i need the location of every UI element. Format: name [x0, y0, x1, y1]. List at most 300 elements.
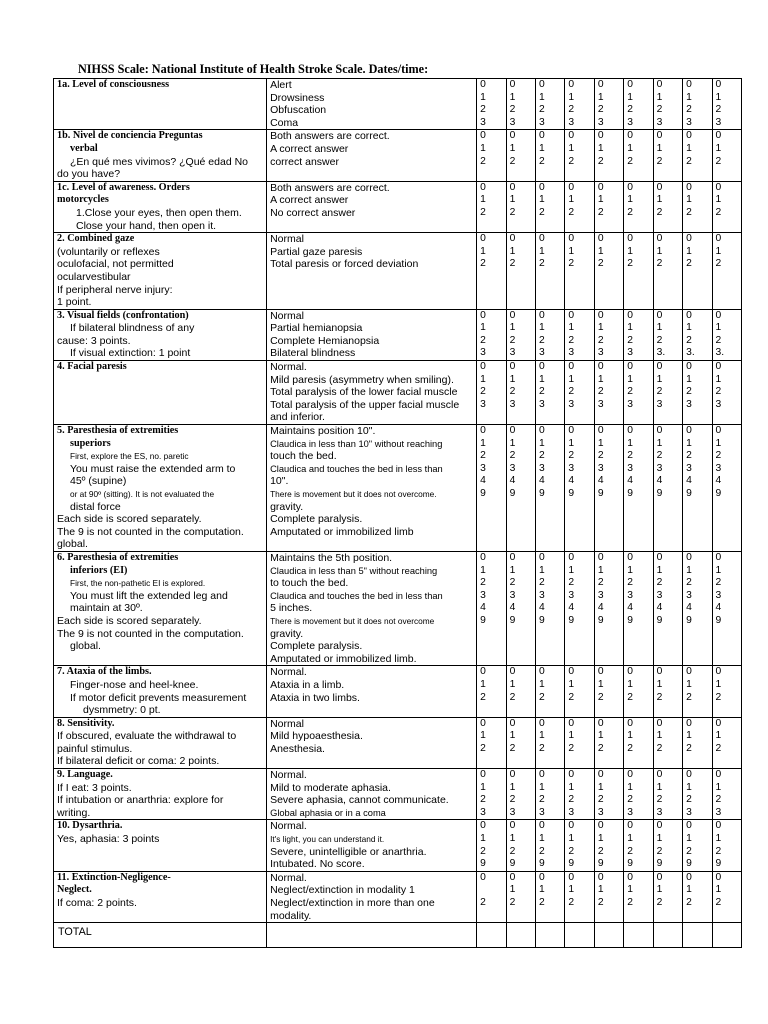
score-value: 3: [480, 116, 486, 128]
score-value: 2: [715, 794, 722, 806]
score-cell[interactable]: [477, 309, 506, 360]
score-value: 3: [686, 398, 692, 410]
scale-row: [54, 717, 742, 768]
score-cell[interactable]: [594, 309, 623, 360]
score-cell[interactable]: [624, 181, 653, 232]
score-value: 4: [715, 602, 722, 614]
score-value: 1: [686, 884, 692, 896]
score-value: 0: [597, 309, 604, 321]
score-cell[interactable]: [653, 820, 682, 871]
score-value: 3: [480, 589, 486, 601]
score-value: 2: [686, 258, 692, 270]
score-value: 1: [480, 678, 486, 690]
score-value: 2: [627, 845, 633, 857]
score-value: 1: [715, 373, 722, 385]
item-description: [54, 551, 267, 665]
score-value: 4: [480, 475, 486, 487]
score-cell[interactable]: [535, 181, 564, 232]
score-cell[interactable]: [506, 130, 535, 181]
response-option: Coma: [270, 116, 299, 129]
score-value: 0: [686, 871, 692, 883]
score-cell[interactable]: [683, 717, 712, 768]
score-cell[interactable]: [594, 233, 623, 310]
score-cell[interactable]: [565, 130, 594, 181]
score-cell[interactable]: [506, 309, 535, 360]
item-note: cause: 3 points.: [57, 334, 131, 347]
score-cell[interactable]: [477, 130, 506, 181]
score-value: 1: [656, 833, 663, 845]
item-note: Each side is scored separately.: [57, 614, 202, 627]
score-cell[interactable]: [712, 769, 741, 820]
score-cell[interactable]: [506, 233, 535, 310]
total-row: [54, 923, 742, 948]
score-value: 2: [686, 577, 692, 589]
score-cell[interactable]: [653, 233, 682, 310]
score-cell[interactable]: [653, 309, 682, 360]
score-value: 1: [509, 884, 516, 896]
score-cell[interactable]: [712, 820, 741, 871]
score-cell[interactable]: [565, 233, 594, 310]
response-option: Both answers are correct.: [270, 181, 390, 194]
score-value: 1: [509, 91, 516, 103]
score-value: 1: [509, 833, 516, 845]
score-value: 3: [509, 589, 516, 601]
score-value: 1: [715, 678, 722, 690]
score-value: 0: [627, 130, 633, 142]
score-value: 1: [656, 373, 663, 385]
score-cell[interactable]: [535, 871, 564, 922]
response-option: Alert: [270, 79, 292, 91]
score-cell[interactable]: [683, 769, 712, 820]
total-score-cell[interactable]: [565, 923, 594, 948]
score-value: 2: [509, 450, 516, 462]
score-cell[interactable]: [535, 551, 564, 665]
response-options: [267, 233, 477, 310]
score-cell[interactable]: [594, 425, 623, 552]
score-cell[interactable]: [653, 130, 682, 181]
score-value: 9: [480, 488, 486, 499]
score-value: 0: [627, 551, 633, 563]
score-cell[interactable]: [653, 717, 682, 768]
score-value: 2: [627, 386, 633, 398]
score-cell[interactable]: [535, 130, 564, 181]
total-score-cell[interactable]: [683, 923, 712, 948]
score-value: 3: [686, 806, 692, 818]
score-cell[interactable]: [506, 769, 535, 820]
score-value: 9: [686, 858, 692, 870]
score-value: 2: [480, 577, 486, 589]
score-cell[interactable]: [535, 79, 564, 130]
score-cell[interactable]: [565, 871, 594, 922]
score-value: 2: [597, 104, 604, 116]
score-value: 4: [538, 475, 545, 487]
score-cell[interactable]: [477, 666, 506, 717]
score-cell[interactable]: [712, 425, 741, 552]
response-option: A correct answer: [270, 142, 349, 155]
item-note: Close your hand, then open it.: [76, 219, 217, 232]
score-value: 1: [656, 194, 663, 206]
score-value: 0: [686, 79, 692, 90]
score-value: 2: [538, 794, 545, 806]
score-cell[interactable]: [712, 79, 741, 130]
total-score-cell[interactable]: [535, 923, 564, 948]
score-value: 0: [627, 820, 633, 832]
score-value: 3: [568, 589, 575, 601]
score-value: 1: [538, 245, 545, 257]
score-value: 2: [480, 450, 486, 462]
score-value: 4: [686, 602, 692, 614]
item-note: Finger-nose and heel-knee.: [70, 678, 199, 691]
score-cell[interactable]: [683, 666, 712, 717]
score-cell[interactable]: [535, 361, 564, 425]
item-note: First, explore the ES, no. paretic: [70, 451, 189, 462]
score-value: 2: [480, 794, 486, 806]
score-cell[interactable]: [683, 820, 712, 871]
score-cell[interactable]: [594, 820, 623, 871]
score-cell[interactable]: [594, 871, 623, 922]
score-cell[interactable]: [594, 79, 623, 130]
score-cell[interactable]: [712, 871, 741, 922]
score-cell[interactable]: [594, 361, 623, 425]
score-cell[interactable]: [535, 666, 564, 717]
item-title: 2. Combined gaze: [57, 233, 135, 245]
score-value: 0: [509, 717, 516, 729]
score-cell[interactable]: [712, 233, 741, 310]
score-value: 0: [686, 130, 692, 142]
response-option: gravity.: [270, 500, 304, 513]
score-cell[interactable]: [477, 181, 506, 232]
score-value: 3: [627, 398, 633, 410]
score-value: 1: [509, 437, 516, 449]
score-value: 0: [715, 717, 722, 729]
score-value: 4: [568, 602, 575, 614]
score-value: 1: [715, 142, 722, 154]
score-cell[interactable]: [565, 79, 594, 130]
total-score-cell[interactable]: [712, 923, 741, 948]
score-value: 0: [656, 717, 663, 729]
score-cell[interactable]: [624, 666, 653, 717]
total-score-cell[interactable]: [653, 923, 682, 948]
score-value: 2: [597, 742, 604, 754]
score-value: 0: [538, 820, 545, 832]
score-cell[interactable]: [535, 820, 564, 871]
score-cell[interactable]: [683, 233, 712, 310]
total-blank-cell[interactable]: [267, 923, 477, 948]
response-option: Bilateral blindness: [270, 347, 356, 360]
score-cell[interactable]: [535, 717, 564, 768]
score-value: 1: [627, 833, 633, 845]
score-cell[interactable]: [477, 820, 506, 871]
score-cell[interactable]: [653, 551, 682, 665]
response-options: [267, 820, 477, 871]
score-cell[interactable]: [624, 551, 653, 665]
score-value: 3: [715, 589, 722, 601]
score-value: 1: [656, 142, 663, 154]
score-value: 1: [597, 884, 604, 896]
score-value: 9: [627, 488, 633, 499]
item-description: [54, 361, 267, 425]
score-cell[interactable]: [477, 79, 506, 130]
score-value: 0: [538, 666, 545, 678]
score-cell[interactable]: [565, 181, 594, 232]
item-note: You must raise the extended arm to: [70, 462, 236, 475]
score-value: 2: [686, 104, 692, 116]
score-value: 0: [480, 551, 486, 563]
score-value: 1: [538, 833, 545, 845]
score-value: 3: [656, 116, 663, 128]
score-value: 2: [568, 258, 575, 270]
score-value: 0: [480, 769, 486, 781]
total-score-cell[interactable]: [477, 923, 506, 948]
response-option: Normal: [270, 309, 304, 322]
score-value: 9: [715, 614, 722, 626]
score-cell[interactable]: [712, 361, 741, 425]
score-cell[interactable]: [653, 361, 682, 425]
score-value: 1: [627, 91, 633, 103]
response-option: Mild to moderate aphasia.: [270, 781, 391, 794]
score-value: 9: [480, 858, 486, 870]
score-value: 0: [568, 666, 575, 678]
score-cell[interactable]: [683, 871, 712, 922]
response-options: [267, 551, 477, 665]
score-cell[interactable]: [477, 717, 506, 768]
item-note: The 9 is not counted in the computation.: [57, 525, 244, 538]
score-value: 1: [656, 781, 663, 793]
score-value: 3.: [686, 347, 695, 359]
score-cell[interactable]: [565, 425, 594, 552]
score-cell[interactable]: [653, 425, 682, 552]
item-note: 1 point.: [57, 296, 92, 309]
score-cell[interactable]: [624, 717, 653, 768]
score-cell[interactable]: [683, 551, 712, 665]
score-value: 1: [715, 91, 722, 103]
total-score-cell[interactable]: [594, 923, 623, 948]
score-value: 0: [480, 181, 486, 193]
response-option: Normal.: [270, 871, 307, 884]
score-value: 0: [538, 181, 545, 193]
score-value: 2: [538, 691, 545, 703]
score-value: 1: [480, 142, 486, 154]
score-cell[interactable]: [653, 181, 682, 232]
score-value: 2: [656, 577, 663, 589]
score-cell[interactable]: [594, 551, 623, 665]
score-value: 2: [597, 577, 604, 589]
score-value: 1: [597, 437, 604, 449]
score-value: 1: [686, 245, 692, 257]
score-cell[interactable]: [535, 233, 564, 310]
score-value: 2: [568, 897, 575, 908]
score-value: 2: [597, 691, 604, 703]
score-cell[interactable]: [624, 425, 653, 552]
total-score-cell[interactable]: [506, 923, 535, 948]
score-value: 2: [568, 386, 575, 398]
score-cell[interactable]: [506, 717, 535, 768]
score-value: 4: [480, 602, 486, 614]
score-cell[interactable]: [683, 361, 712, 425]
score-cell[interactable]: [506, 666, 535, 717]
response-option: Total paralysis of the upper facial muscle: [270, 398, 460, 411]
score-value: 4: [597, 475, 604, 487]
item-note: do you have?: [57, 168, 121, 181]
score-value: 1: [509, 373, 516, 385]
score-value: 1: [509, 730, 516, 742]
score-cell[interactable]: [683, 181, 712, 232]
score-value: 0: [715, 551, 722, 563]
score-cell[interactable]: [594, 769, 623, 820]
score-value: 2: [656, 258, 663, 270]
score-cell[interactable]: [565, 666, 594, 717]
score-cell[interactable]: [624, 820, 653, 871]
score-value: 1: [715, 833, 722, 845]
score-cell[interactable]: [535, 425, 564, 552]
score-value: 2: [715, 104, 722, 116]
score-cell[interactable]: [594, 181, 623, 232]
score-cell[interactable]: [477, 233, 506, 310]
response-option: 10".: [270, 475, 289, 488]
score-cell[interactable]: [653, 666, 682, 717]
score-value: 9: [627, 614, 633, 626]
score-cell[interactable]: [506, 871, 535, 922]
score-cell[interactable]: [477, 361, 506, 425]
score-cell[interactable]: [683, 425, 712, 552]
score-value: 9: [686, 488, 692, 499]
score-value: 1: [538, 884, 545, 896]
score-cell[interactable]: [624, 309, 653, 360]
score-cell[interactable]: [506, 425, 535, 552]
score-value: 2: [656, 897, 663, 908]
score-value: 1: [686, 142, 692, 154]
score-cell[interactable]: [477, 551, 506, 665]
score-cell[interactable]: [594, 130, 623, 181]
score-cell[interactable]: [506, 181, 535, 232]
score-value: 3: [538, 398, 545, 410]
score-value: 0: [656, 871, 663, 883]
item-note: painful stimulus.: [57, 742, 133, 755]
scale-row: [54, 361, 742, 425]
total-score-cell[interactable]: [624, 923, 653, 948]
score-value: 2: [568, 794, 575, 806]
score-value: 2: [627, 794, 633, 806]
score-cell[interactable]: [594, 717, 623, 768]
score-value: 1: [686, 91, 692, 103]
score-cell[interactable]: [477, 769, 506, 820]
score-cell[interactable]: [624, 130, 653, 181]
score-cell[interactable]: [653, 871, 682, 922]
score-value: 0: [656, 130, 663, 142]
score-cell[interactable]: [653, 79, 682, 130]
score-value: 2: [686, 206, 692, 218]
score-value: 0: [686, 551, 692, 563]
score-cell[interactable]: [712, 551, 741, 665]
score-cell[interactable]: [506, 820, 535, 871]
score-cell[interactable]: [624, 871, 653, 922]
score-value: 1: [480, 437, 486, 449]
score-cell[interactable]: [565, 769, 594, 820]
score-cell[interactable]: [712, 181, 741, 232]
score-value: 0: [568, 233, 575, 245]
score-value: 0: [597, 130, 604, 142]
score-cell[interactable]: [506, 79, 535, 130]
score-cell[interactable]: [624, 79, 653, 130]
score-cell[interactable]: [535, 309, 564, 360]
page-title: NIHSS Scale: National Institute of Health Stroke Scale. Dates/time:: [78, 62, 429, 76]
response-option: Normal.: [270, 820, 307, 833]
score-cell[interactable]: [683, 130, 712, 181]
score-value: 2: [627, 206, 633, 218]
response-option: Neglect/extinction in modality 1: [270, 884, 415, 897]
score-cell[interactable]: [624, 769, 653, 820]
response-option: gravity.: [270, 627, 304, 640]
score-cell[interactable]: [565, 820, 594, 871]
score-value: 0: [568, 871, 575, 883]
score-value: 3: [686, 116, 692, 128]
score-value: 2: [509, 155, 516, 167]
score-value: 0: [656, 309, 663, 321]
score-value: 2: [715, 386, 722, 398]
response-option: Normal.: [270, 361, 307, 374]
score-value: 1: [480, 781, 486, 793]
response-option: Total paresis or forced deviation: [270, 258, 419, 271]
score-value: 1: [627, 373, 633, 385]
score-value: 1: [656, 245, 663, 257]
score-cell[interactable]: [712, 717, 741, 768]
score-value: 4: [509, 602, 516, 614]
score-cell[interactable]: [565, 361, 594, 425]
score-cell[interactable]: [624, 361, 653, 425]
score-cell[interactable]: [565, 309, 594, 360]
item-title: 7. Ataxia of the limbs.: [57, 666, 152, 678]
score-cell[interactable]: [594, 666, 623, 717]
score-value: 3: [627, 806, 633, 818]
item-title: 9. Language.: [57, 769, 113, 781]
score-cell[interactable]: [477, 425, 506, 552]
score-cell[interactable]: [683, 79, 712, 130]
score-value: 4: [538, 602, 545, 614]
score-value: 1: [480, 245, 486, 257]
score-value: 1: [568, 833, 575, 845]
score-cell[interactable]: [506, 361, 535, 425]
score-cell[interactable]: [565, 551, 594, 665]
score-value: 1: [597, 142, 604, 154]
score-cell[interactable]: [565, 717, 594, 768]
item-title: 4. Facial paresis: [57, 361, 127, 373]
response-option: Amputated or immobilized limb: [270, 525, 414, 538]
total-label: TOTAL: [54, 923, 267, 948]
score-cell[interactable]: [477, 871, 506, 922]
score-cell[interactable]: [712, 666, 741, 717]
score-value: 0: [568, 79, 575, 90]
score-value: 1: [686, 322, 692, 334]
score-cell[interactable]: [506, 551, 535, 665]
score-cell[interactable]: [535, 769, 564, 820]
score-value: 2: [538, 742, 545, 754]
score-value: 2: [656, 794, 663, 806]
item-note: ¿En qué mes vivimos? ¿Qué edad No: [70, 155, 248, 168]
score-cell[interactable]: [712, 130, 741, 181]
score-cell[interactable]: [653, 769, 682, 820]
response-option: Partial gaze paresis: [270, 245, 363, 258]
score-value: 0: [509, 820, 516, 832]
score-value: 1: [597, 245, 604, 257]
score-cell[interactable]: [624, 233, 653, 310]
score-value: 3: [568, 462, 575, 474]
score-cell[interactable]: [712, 309, 741, 360]
score-value: 0: [568, 769, 575, 781]
score-cell[interactable]: [683, 309, 712, 360]
response-option: Mild hypoaesthesia.: [270, 730, 363, 743]
score-value: 3: [480, 462, 486, 474]
scale-row: [54, 871, 742, 922]
